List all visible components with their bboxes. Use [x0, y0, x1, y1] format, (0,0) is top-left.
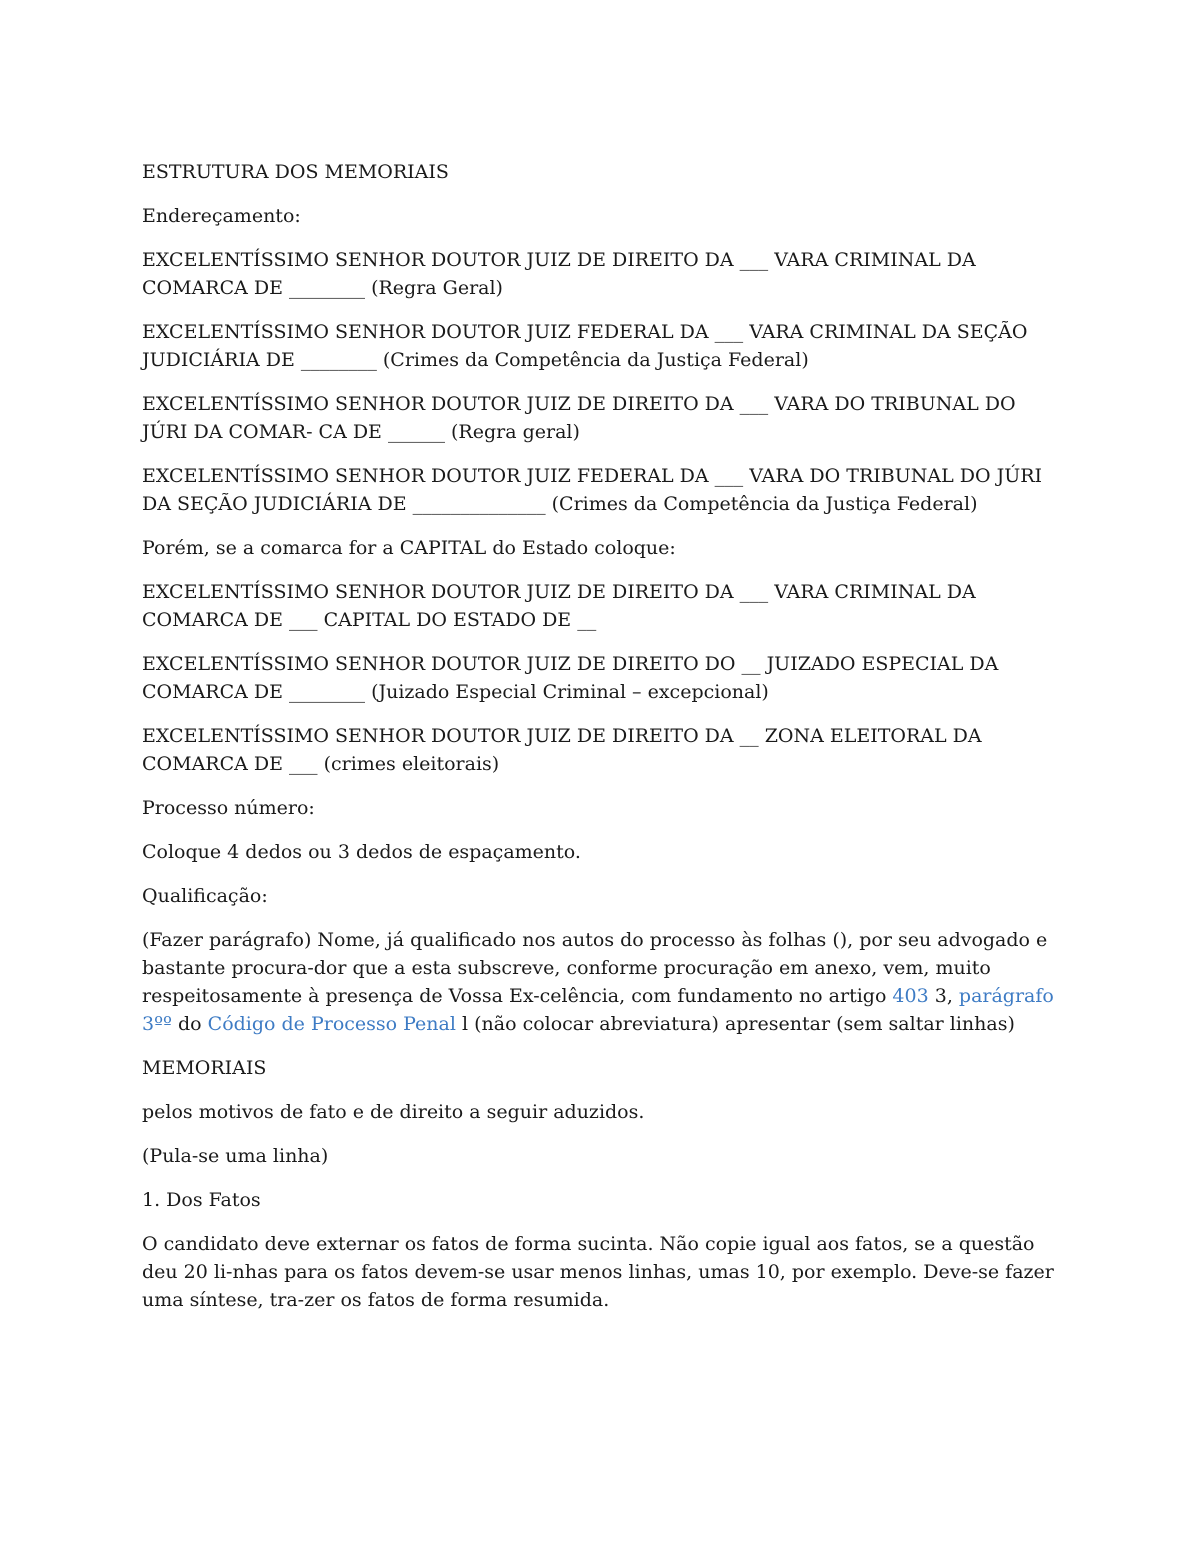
espacamento-note: Coloque 4 dedos ou 3 dedos de espaçamento.: [142, 841, 581, 863]
processo-label: Processo número:: [142, 797, 315, 819]
qualificacao-text-1: (Fazer parágrafo) Nome, já qualificado nos autos do processo às folhas (), por seu advogado e bastante procura-dor que a esta subscreve, conforme procuração em anexo, vem, muito respeitosamente à presença de Vossa Ex-celência, com fundamento no artigo: [142, 929, 1048, 1007]
memoriais-heading: MEMORIAIS: [142, 1057, 267, 1079]
qualificacao-label: Qualificação:: [142, 885, 268, 907]
document-body: [142, 158, 1062, 1330]
pula-linha-note: (Pula-se uma linha): [142, 1145, 329, 1167]
dos-fatos-heading: 1. Dos Fatos: [142, 1189, 261, 1211]
dos-fatos-text: O candidato deve externar os fatos de forma sucinta. Não copie igual aos fatos, se a questão deu 20 li-nhas para os fatos devem-se usar menos linhas, umas 10, por exemplo. Deve-se fazer uma síntese, tra-zer os fatos de forma resumida.: [142, 1233, 1054, 1311]
address-capital-paragraph: EXCELENTÍSSIMO SENHOR DOUTOR JUIZ DE DIREITO DO __ JUIZADO ESPECIAL DA COMARCA DE ________ (Juizado Especial Criminal – excepcional): [142, 653, 999, 703]
paragrafo-link[interactable]: parágrafo 3ºº: [142, 985, 1054, 1035]
address-capital-paragraph: EXCELENTÍSSIMO SENHOR DOUTOR JUIZ DE DIREITO DA __ ZONA ELEITORAL DA COMARCA DE ___ (crimes eleitorais): [142, 725, 982, 775]
address-paragraph: EXCELENTÍSSIMO SENHOR DOUTOR JUIZ DE DIREITO DA ___ VARA DO TRIBUNAL DO JÚRI DA COMAR- CA DE ______ (Regra geral): [142, 393, 1016, 443]
artigo-403-link[interactable]: 403: [892, 985, 929, 1007]
motivos-text: pelos motivos de fato e de direito a seguir aduzidos.: [142, 1101, 645, 1123]
address-paragraph: EXCELENTÍSSIMO SENHOR DOUTOR JUIZ DE DIREITO DA ___ VARA CRIMINAL DA COMARCA DE ________ (Regra Geral): [142, 249, 976, 299]
qualificacao-paragraph: [142, 926, 1062, 1038]
address-capital-paragraph: EXCELENTÍSSIMO SENHOR DOUTOR JUIZ DE DIREITO DA ___ VARA CRIMINAL DA COMARCA DE ___ CAPITAL DO ESTADO DE __: [142, 581, 976, 631]
capital-note: Porém, se a comarca for a CAPITAL do Estado coloque:: [142, 537, 676, 559]
address-paragraph: EXCELENTÍSSIMO SENHOR DOUTOR JUIZ FEDERAL DA ___ VARA DO TRIBUNAL DO JÚRI DA SEÇÃO JUDICIÁRIA DE ______________ (Crimes da Competência da Justiça Federal): [142, 465, 1043, 515]
enderecamento-label: Endereçamento:: [142, 205, 301, 227]
document-title: ESTRUTURA DOS MEMORIAIS: [142, 161, 449, 183]
address-paragraph: EXCELENTÍSSIMO SENHOR DOUTOR JUIZ FEDERAL DA ___ VARA CRIMINAL DA SEÇÃO JUDICIÁRIA DE ________ (Crimes da Competência da Justiça Federal): [142, 321, 1028, 371]
qualificacao-text-2: 3,: [928, 985, 959, 1007]
qualificacao-text-3: do: [171, 1013, 208, 1035]
qualificacao-text-4: l (não colocar abreviatura) apresentar (sem saltar linhas): [455, 1013, 1015, 1035]
codigo-processo-penal-link[interactable]: Código de Processo Penal: [207, 1013, 456, 1035]
